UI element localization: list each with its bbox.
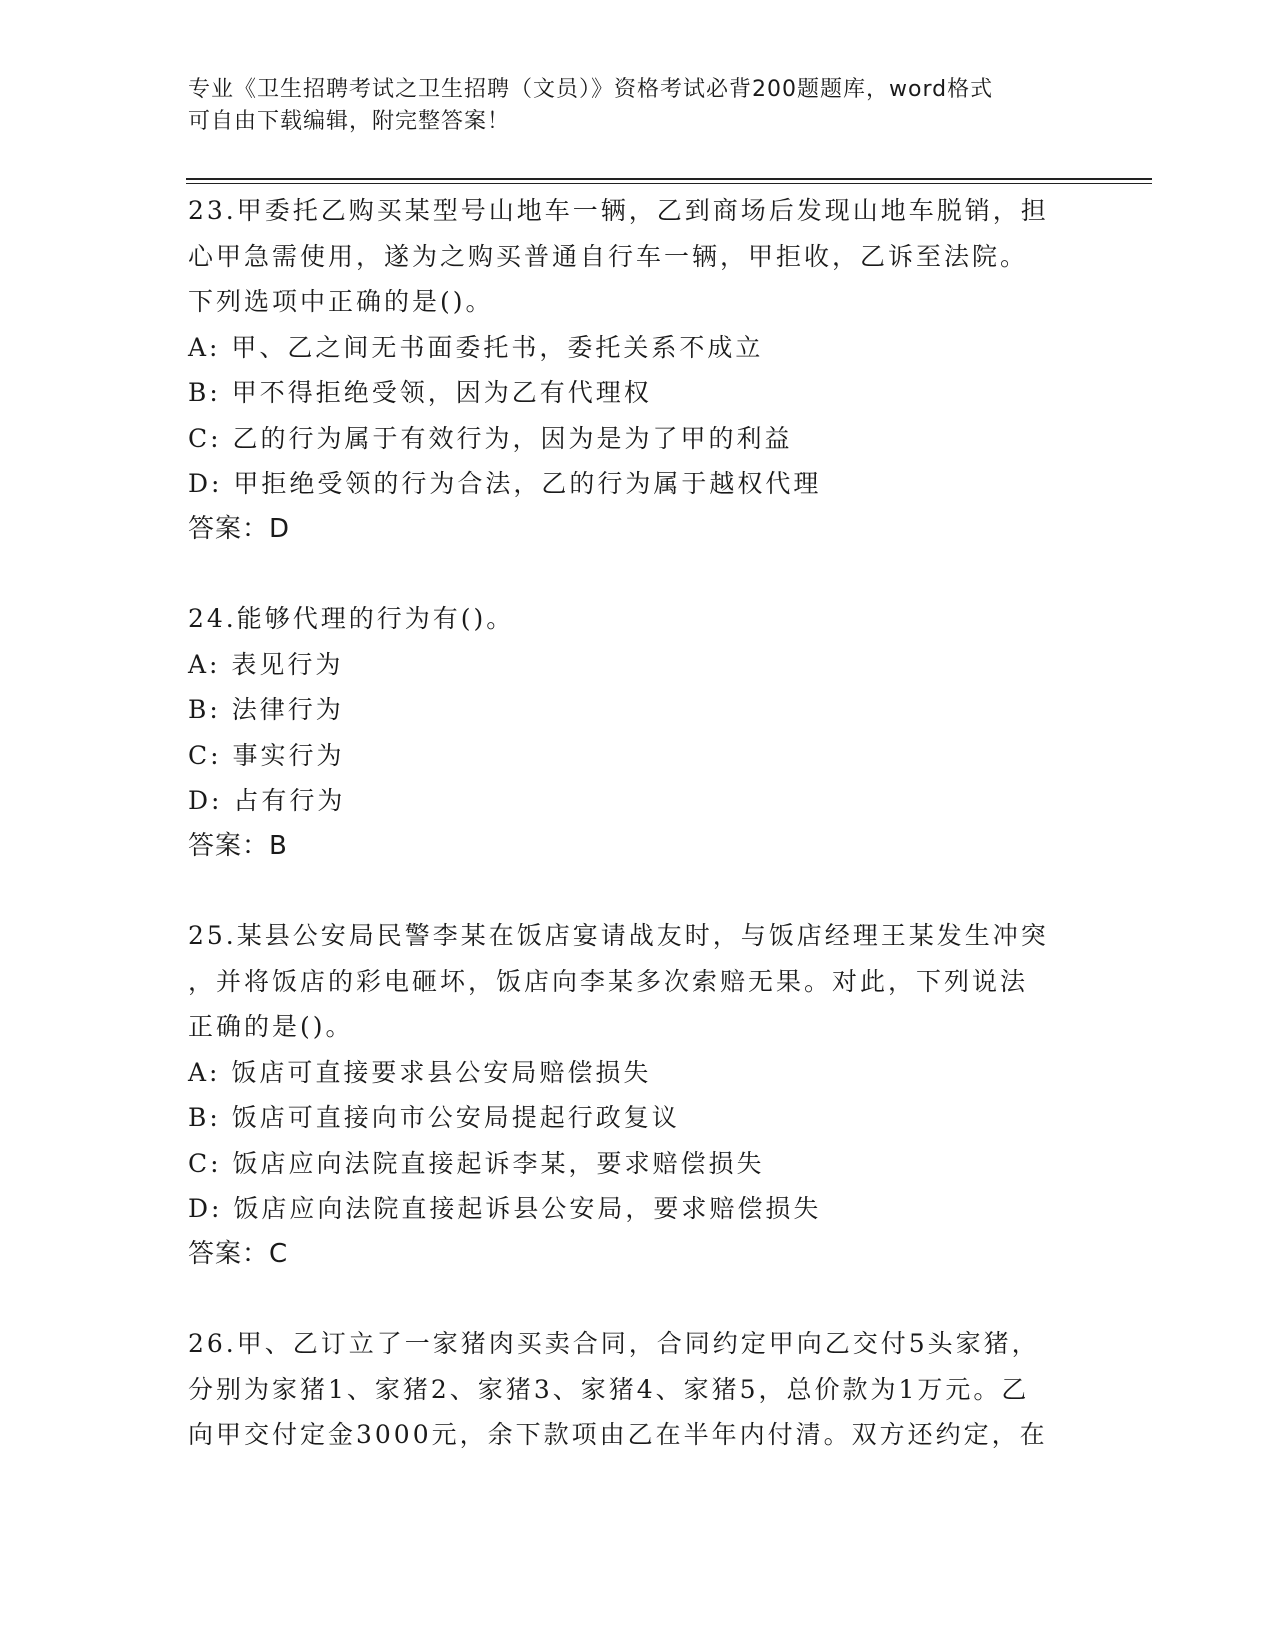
question-text-line: 向甲交付定金3000元，余下款项由乙在半年内付清。双方还约定，在 [188,1420,1048,1449]
option-b: B: 饭店可直接向市公安局提起行政复议 [188,1103,680,1132]
option-c: C: 饭店应向法院直接起诉李某，要求赔偿损失 [188,1148,765,1178]
question-text-line: 分别为家猪1、家猪2、家猪3、家猪4、家猪5，总价款为1万元。乙 [188,1374,1030,1404]
document-header [188,74,1068,138]
answer: 答案：C [188,1238,289,1269]
answer: 答案：D [188,513,291,544]
question-text-line: 正确的是()。 [188,1012,354,1041]
option-a: A: 甲、乙之间无书面委托书，委托关系不成立 [188,332,764,362]
option-c: C: 乙的行为属于有效行为，因为是为了甲的利益 [188,423,793,453]
option-c: C: 事实行为 [188,740,345,770]
option-d: D: 饭店应向法院直接起诉县公安局，要求赔偿损失 [188,1194,822,1223]
question-23 [188,188,1088,552]
spacer [188,552,1088,596]
question-list [188,188,1088,1458]
header-rule-thin [186,183,1152,184]
spacer [188,869,1088,913]
option-a: A: 饭店可直接要求县公安局赔偿损失 [188,1057,652,1087]
option-b: B: 法律行为 [188,695,344,724]
question-text-line: 24.能够代理的行为有()。 [188,604,515,633]
question-text-line: ，并将饭店的彩电砸坏，饭店向李某多次索赔无果。对此，下列说法 [188,966,1029,996]
question-text-line: 23.甲委托乙购买某型号山地车一辆，乙到商场后发现山地车脱销，担 [188,196,1049,225]
option-a: A: 表见行为 [188,649,344,679]
question-26 [188,1321,1088,1458]
header-line-1: 专业《卫生招聘考试之卫生招聘（文员）》资格考试必背200题题库，word格式 [188,77,994,102]
question-text-line: 26.甲、乙订立了一家猪肉买卖合同，合同约定甲向乙交付5头家猪， [188,1329,1040,1358]
option-d: D: 甲拒绝受领的行为合法，乙的行为属于越权代理 [188,469,822,498]
question-text-line: 心甲急需使用，遂为之购买普通自行车一辆，甲拒收，乙诉至法院。 [188,241,1029,271]
question-text-line: 25.某县公安局民警李某在饭店宴请战友时，与饭店经理王某发生冲突 [188,921,1049,950]
question-text-line: 下列选项中正确的是()。 [188,287,494,316]
option-d: D: 占有行为 [188,786,346,815]
spacer [188,1277,1088,1321]
question-24 [188,596,1088,869]
answer: 答案：B [188,830,288,861]
header-line-2: 可自由下载编辑，附完整答案！ [188,109,511,134]
option-b: B: 甲不得拒绝受领，因为乙有代理权 [188,378,652,407]
header-rule-thick [186,178,1152,180]
question-25 [188,913,1088,1277]
